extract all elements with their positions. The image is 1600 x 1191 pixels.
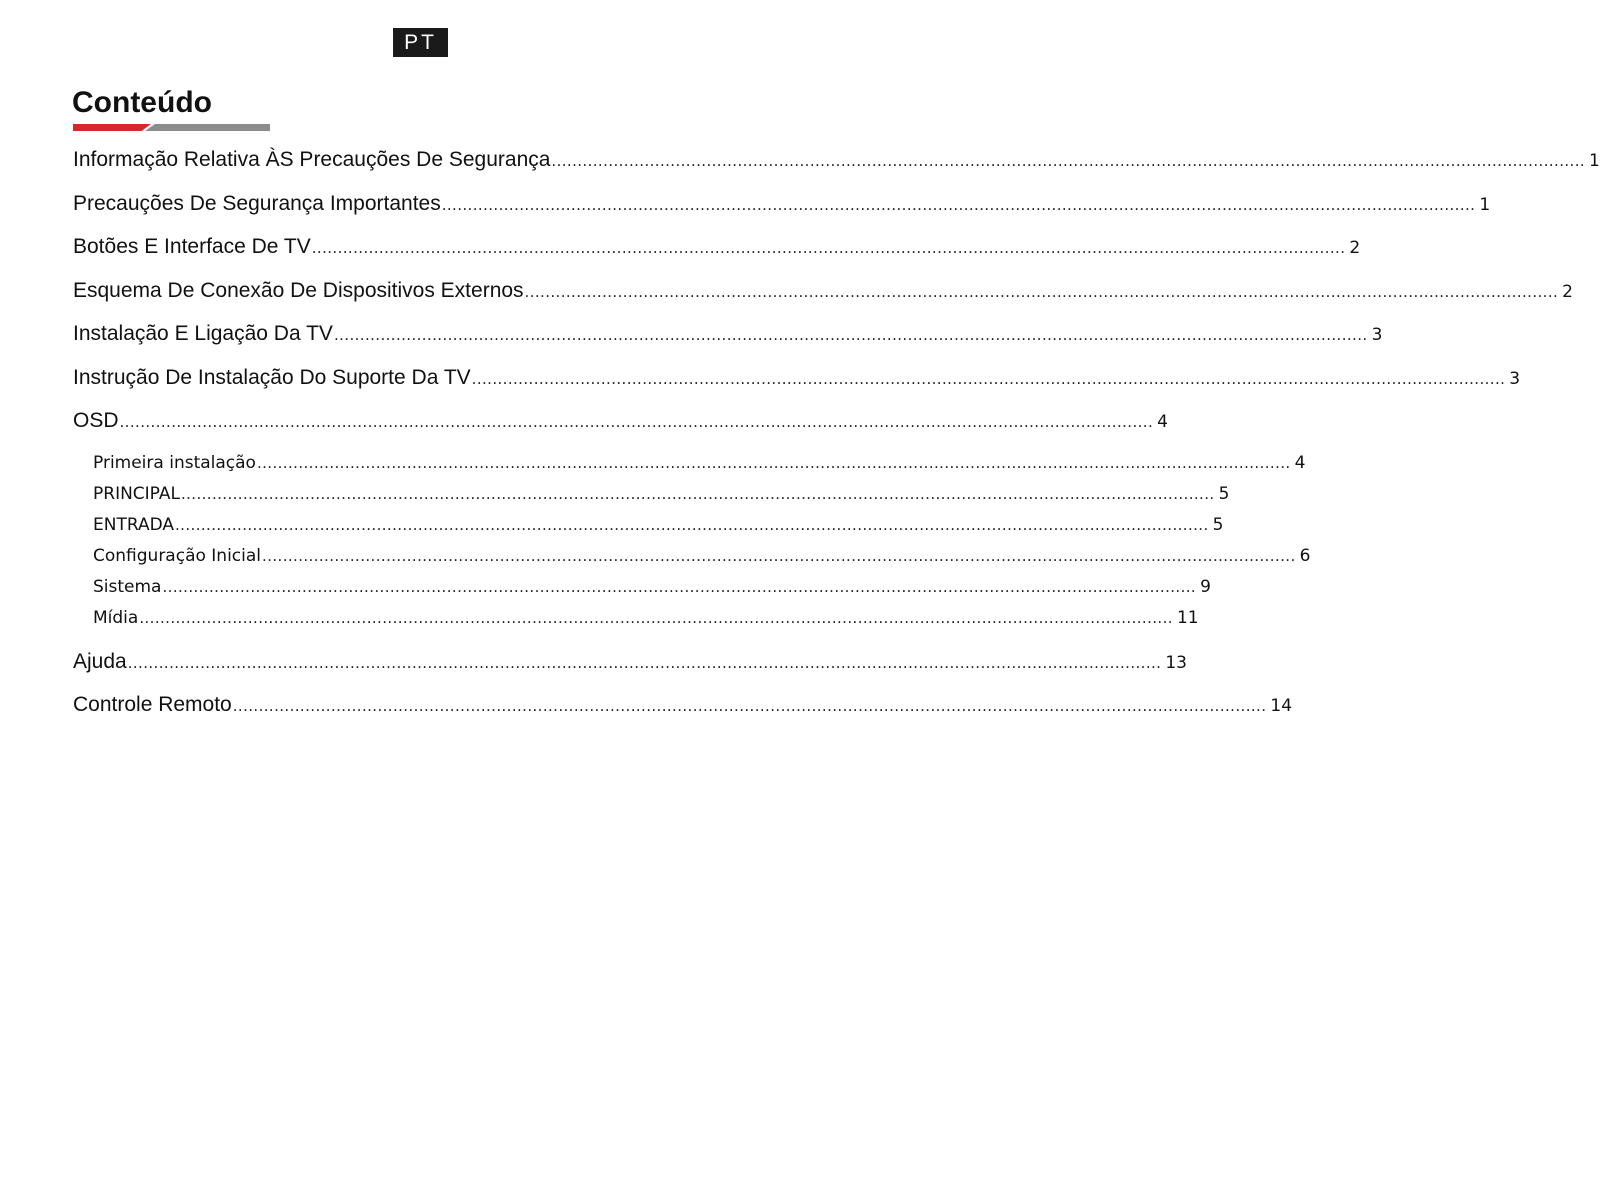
toc-subentry-page: 9 xyxy=(1200,577,1211,597)
toc-leader-dots: ........................................................................................................................................................................................................ xyxy=(471,370,1506,388)
toc-entry-label: Controle Remoto xyxy=(73,693,232,716)
toc-leader-dots: ........................................................................................................................................................................................................ xyxy=(162,578,1197,596)
toc-entry[interactable] xyxy=(73,409,1168,439)
toc-subentry[interactable] xyxy=(93,484,1230,510)
toc-subentry-label: ENTRADA xyxy=(93,515,175,535)
toc-entry-page: 4 xyxy=(1157,412,1168,432)
toc-leader-dots: ........................................................................................................................................................................................................ xyxy=(262,547,1296,565)
toc-entry[interactable] xyxy=(73,192,1491,222)
underline-red-segment xyxy=(73,124,151,131)
toc-leader-dots: ........................................................................................................................................................................................................ xyxy=(524,283,1559,301)
toc-entry-page: 14 xyxy=(1270,696,1293,716)
toc-subentry-label: Primeira instalação xyxy=(93,453,256,473)
page-title: Conteúdo xyxy=(72,86,212,119)
toc-subentry-page: 5 xyxy=(1212,515,1224,535)
toc-entry-label: Precauções De Segurança Importantes xyxy=(73,192,441,215)
toc-subentry[interactable] xyxy=(93,608,1199,634)
toc-entry[interactable] xyxy=(73,279,1573,309)
toc-subentry[interactable] xyxy=(93,577,1211,603)
toc-leader-dots: ........................................................................................................................................................................................................ xyxy=(175,516,1209,534)
toc-leader-dots: ........................................................................................................................................................................................................ xyxy=(119,413,1154,431)
toc-subentry-label: Sistema xyxy=(93,577,162,597)
toc-subentry-label: Configuração Inicial xyxy=(93,546,262,566)
toc-subentry-page: 11 xyxy=(1176,608,1199,628)
toc-entry[interactable] xyxy=(73,148,1600,178)
toc-entry-page: 3 xyxy=(1509,369,1521,389)
toc-entry[interactable] xyxy=(73,650,1187,680)
toc-leader-dots: ........................................................................................................................................................................................................ xyxy=(180,485,1215,503)
toc-subentry-page: 4 xyxy=(1294,453,1306,473)
toc-entry-page: 13 xyxy=(1165,653,1187,673)
toc-entry-page: 3 xyxy=(1371,325,1383,345)
toc-entry-label: Esquema De Conexão De Dispositivos Externos xyxy=(73,279,524,302)
toc-subentry[interactable] xyxy=(93,546,1311,572)
toc-subentry[interactable] xyxy=(93,515,1224,541)
toc-entry-label: OSD xyxy=(73,409,119,432)
toc-entry[interactable] xyxy=(73,322,1383,352)
underline-grey-segment xyxy=(145,124,270,131)
toc-leader-dots: ........................................................................................................................................................................................................ xyxy=(551,152,1586,170)
toc-leader-dots: ........................................................................................................................................................................................................ xyxy=(232,697,1267,715)
toc-entry-page: 1 xyxy=(1589,151,1600,171)
toc-leader-dots: ........................................................................................................................................................................................................ xyxy=(127,654,1162,672)
toc-entry-label: Instrução De Instalação Do Suporte Da TV xyxy=(73,366,471,389)
language-badge: PT xyxy=(393,28,448,57)
toc-leader-dots: ........................................................................................................................................................................................................ xyxy=(441,196,1476,214)
toc-entry-page: 1 xyxy=(1479,195,1491,215)
toc-leader-dots: ........................................................................................................................................................................................................ xyxy=(256,454,1291,472)
toc-entry-label: Ajuda xyxy=(73,650,127,673)
toc-subentry[interactable] xyxy=(93,453,1306,479)
toc-subentry-page: 6 xyxy=(1299,546,1311,566)
toc-entry-label: Informação Relativa ÀS Precauções De Segurança xyxy=(73,148,551,171)
toc-leader-dots: ........................................................................................................................................................................................................ xyxy=(139,609,1173,627)
toc-subentry-page: 5 xyxy=(1218,484,1230,504)
toc-subentry-label: PRINCIPAL xyxy=(93,484,180,504)
toc-entry[interactable] xyxy=(73,693,1293,723)
toc-entry[interactable] xyxy=(73,235,1361,265)
toc-entry-page: 2 xyxy=(1349,238,1361,258)
toc-entry[interactable] xyxy=(73,366,1521,396)
toc-leader-dots: ........................................................................................................................................................................................................ xyxy=(333,326,1368,344)
toc-entry-page: 2 xyxy=(1562,282,1573,302)
toc-entry-label: Instalação E Ligação Da TV xyxy=(73,322,333,345)
toc-leader-dots: ........................................................................................................................................................................................................ xyxy=(311,239,1346,257)
toc-subentry-label: Mídia xyxy=(93,608,139,628)
title-underline xyxy=(73,124,270,131)
toc-entry-label: Botões E Interface De TV xyxy=(73,235,311,258)
